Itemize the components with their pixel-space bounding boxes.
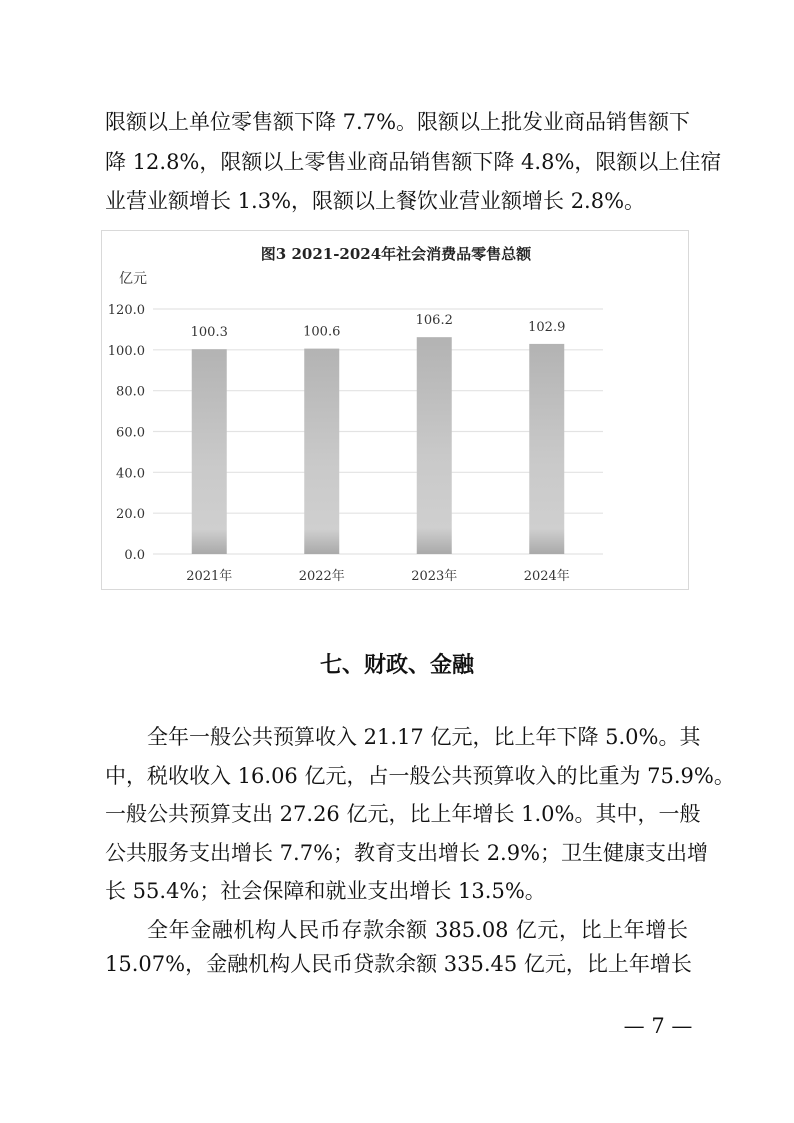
y-tick-label: 40.0 (116, 466, 145, 482)
text-line: 降 12.8%，限额以上零售业商品销售额下降 4.8%，限额以上住宿 (105, 150, 722, 174)
y-tick-label: 120.0 (107, 303, 145, 318)
bar-2023年 (417, 337, 452, 554)
x-tick-label: 2022年 (298, 569, 345, 584)
y-tick-label: 0.0 (124, 548, 145, 563)
text-line: 一般公共预算支出 27.26 亿元，比上年增长 1.0%。其中，一般 (105, 802, 701, 826)
y-tick-label: 20.0 (116, 507, 145, 523)
retail-sales-chart (101, 230, 689, 590)
data-label: 102.9 (528, 319, 566, 335)
chart-canvas (102, 231, 690, 591)
text-line: 长 55.4%；社会保障和就业支出增长 13.5%。 (105, 879, 546, 903)
text-line: 限额以上单位零售额下降 7.7%。限额以上批发业商品销售额下 (105, 110, 691, 134)
text-line: 公共服务支出增长 7.7%；教育支出增长 2.9%；卫生健康支出增 (105, 841, 709, 865)
bar-2021年 (192, 349, 227, 554)
section-heading: 七、财政、金融 (319, 653, 474, 678)
data-label: 100.3 (190, 325, 228, 341)
data-label: 106.2 (415, 313, 453, 329)
x-tick-label: 2024年 (523, 569, 570, 584)
y-tick-label: 100.0 (107, 343, 145, 359)
text-line: 业营业额增长 1.3%，限额以上餐饮业营业额增长 2.8%。 (105, 189, 646, 213)
x-tick-label: 2023年 (411, 569, 458, 584)
y-tick-label: 60.0 (116, 425, 145, 441)
y-axis-unit-label: 亿元 (119, 271, 147, 287)
text-line: 中，税收收入 16.06 亿元，占一般公共预算收入的比重为 75.9%。 (105, 764, 735, 788)
bar-2022年 (304, 349, 339, 554)
text-line: 全年一般公共预算收入 21.17 亿元，比上年下降 5.0%。其 (147, 725, 701, 749)
chart-title: 图3 2021-2024年社会消费品零售总额 (260, 245, 532, 263)
page-number: — 7 — (623, 1014, 693, 1038)
text-line: 全年金融机构人民币存款余额 385.08 亿元，比上年增长 (147, 918, 689, 942)
y-tick-label: 80.0 (116, 384, 145, 400)
data-label: 100.6 (303, 324, 341, 340)
x-tick-label: 2021年 (186, 569, 233, 584)
bar-2024年 (529, 344, 564, 554)
text-line: 15.07%，金融机构人民币贷款余额 335.45 亿元，比上年增长 (105, 952, 692, 976)
